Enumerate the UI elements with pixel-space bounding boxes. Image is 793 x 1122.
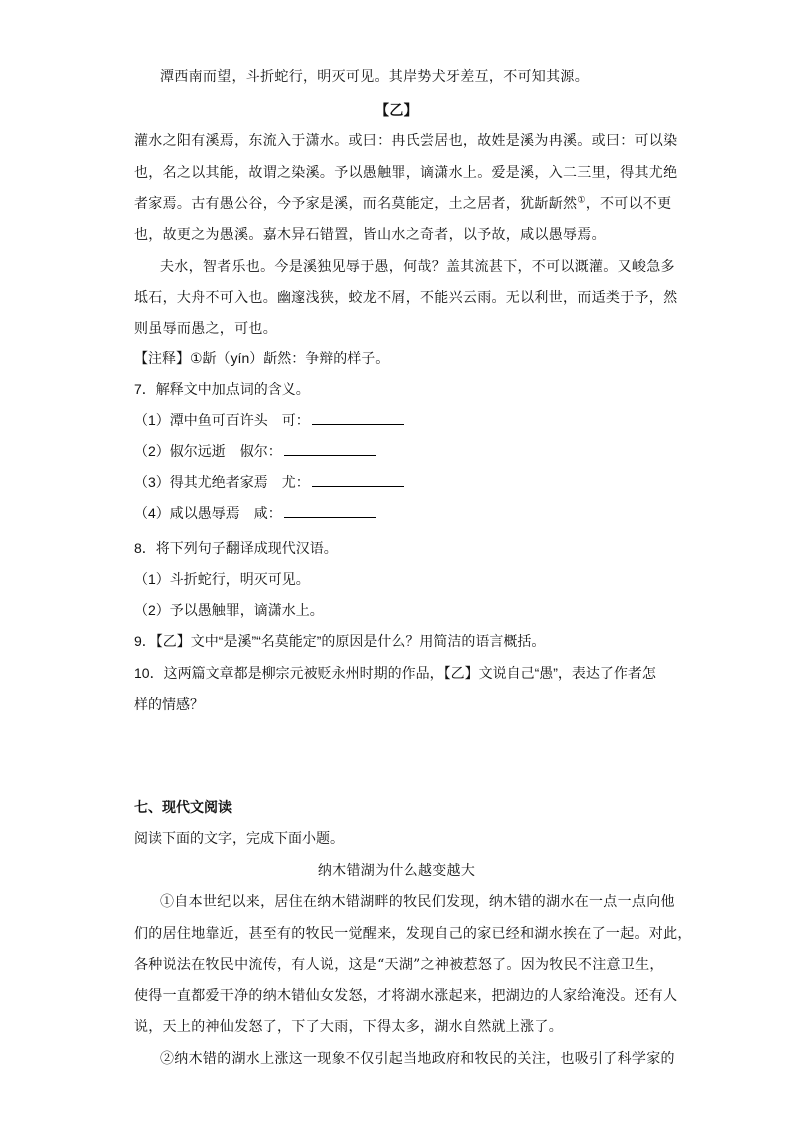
yi-p2-line-2: 坻石，大舟不可入也。幽邃浅狭，蛟龙不屑，不能兴云雨。无以利世，而适类于予，然 bbox=[134, 290, 678, 306]
q7-item-3 bbox=[134, 472, 404, 492]
annotation-note: 【注释】①龂（yín）龂然：争辩的样子。 bbox=[134, 350, 390, 366]
article-p1-line-2: 们的居住地靠近，甚至有的牧民一觉醒来，发现自己的家已经和湖水挨在了一起。对此， bbox=[134, 926, 692, 942]
q7-answer-blank-4[interactable] bbox=[284, 505, 376, 518]
section-instruction: 阅读下面的文字，完成下面小题。 bbox=[134, 830, 344, 846]
yi-p2-line-3: 则虽辱而愚之，可也。 bbox=[134, 321, 277, 337]
yi-p1-line-3-tail: ，不可以不更 bbox=[585, 196, 672, 212]
q9-stem: 9．【乙】文中“是溪”“名莫能定”的原因是什么？用简洁的语言概括。 bbox=[134, 633, 546, 649]
q8-item-1: （1）斗折蛇行，明灭可见。 bbox=[134, 571, 310, 587]
article-p1-line-3: 各种说法在牧民中流传，有人说，这是“天湖”之神被惹怒了。因为牧民不注意卫生， bbox=[134, 957, 664, 973]
q7-answer-blank-2[interactable] bbox=[284, 443, 376, 456]
yi-p1-line-2: 也，名之以其能，故谓之染溪。予以愚触罪，谪潇水上。爱是溪，入二三里，得其尤绝 bbox=[134, 165, 678, 181]
q8-stem: 8．将下列句子翻译成现代汉语。 bbox=[134, 540, 338, 556]
q7-answer-blank-1[interactable] bbox=[312, 412, 404, 425]
yi-p1-line-1: 灌水之阳有溪焉，东流入于潇水。或曰：冉氏尝居也，故姓是溪为冉溪。或曰：可以染 bbox=[134, 133, 678, 149]
article-p2-line-1: ②纳木错的湖水上涨这一现象不仅引起当地政府和牧民的关注，也吸引了科学家的 bbox=[160, 1051, 675, 1067]
yi-p2-line-1: 夫水，智者乐也。今是溪独见辱于愚，何哉？盖其流甚下，不可以溉灌。又峻急多 bbox=[160, 259, 675, 275]
q7-item-4 bbox=[134, 503, 376, 523]
article-title: 纳木错湖为什么越变越大 bbox=[317, 863, 476, 879]
q8-item-2: （2）予以愚触罪，谪潇水上。 bbox=[134, 602, 324, 618]
jia-passage-tail: 潭西南而望，斗折蛇行，明灭可见。其岸势犬牙差互，不可知其源。 bbox=[160, 69, 589, 85]
q7-stem: 7．解释文中加点词的含义。 bbox=[134, 381, 310, 397]
yi-p1-line-4: 也，故更之为愚溪。嘉木异石错置，皆山水之奇者，以予故，咸以愚辱焉。 bbox=[134, 227, 606, 243]
q7-item-1-text: （1）潭中鱼可百许头 可： bbox=[134, 412, 310, 428]
q10-line-2: 样的情感？ bbox=[134, 696, 204, 712]
yi-p1-line-3 bbox=[134, 193, 672, 213]
article-p1-line-4: 使得一直都爱干净的纳木错仙女发怒，才将湖水涨起来，把湖边的人家给淹没。还有人 bbox=[134, 988, 678, 1004]
q7-item-3-text: （3）得其尤绝者家焉 尤： bbox=[134, 474, 310, 490]
yi-heading: 【乙】 bbox=[375, 103, 418, 119]
yi-p1-line-3-text: 者家焉。古有愚公谷，今予家是溪，而名莫能定，土之居者，犹龂龂然 bbox=[134, 196, 578, 212]
footnote-marker: ① bbox=[577, 195, 586, 206]
q7-item-1 bbox=[134, 410, 404, 430]
q7-answer-blank-3[interactable] bbox=[312, 474, 404, 487]
q7-item-2-text: （2）俶尔远逝 俶尔： bbox=[134, 443, 282, 459]
q7-item-2 bbox=[134, 441, 376, 461]
article-p1-line-5: 说，天上的神仙发怒了，下了大雨，下得太多，湖水自然就上涨了。 bbox=[134, 1019, 563, 1035]
article-p1-line-1: ①自本世纪以来，居住在纳木错湖畔的牧民们发现，纳木错的湖水在一点一点向他 bbox=[160, 894, 675, 910]
q7-item-4-text: （4）咸以愚辱焉 咸： bbox=[134, 505, 282, 521]
q10-line-1: 10．这两篇文章都是柳宗元被贬永州时期的作品，【乙】文说自己“愚”，表达了作者怎 bbox=[134, 665, 656, 681]
section-heading: 七、现代文阅读 bbox=[134, 799, 232, 815]
